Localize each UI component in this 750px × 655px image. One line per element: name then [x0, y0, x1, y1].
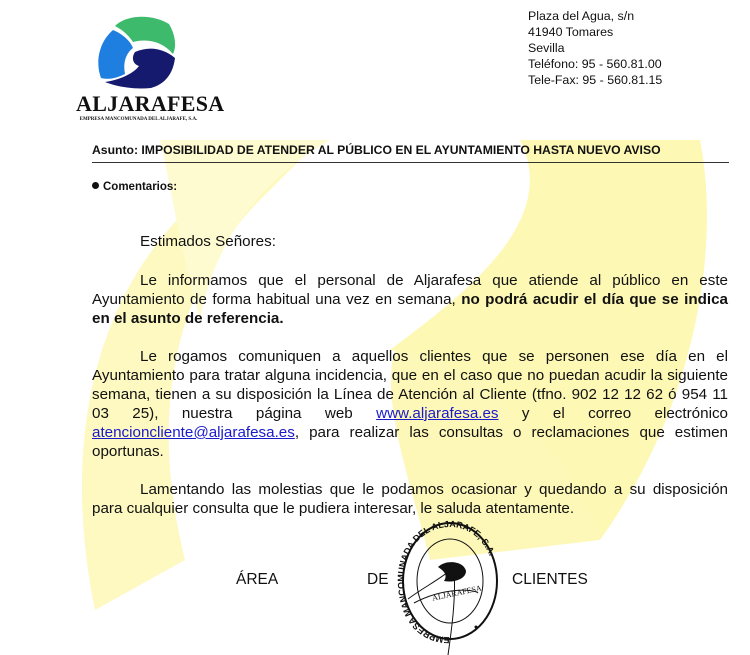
signature-word-area: ÁREA [236, 571, 279, 588]
address-block [528, 8, 662, 88]
paragraph-1 [92, 271, 728, 328]
website-link[interactable]: www.aljarafesa.es [376, 405, 499, 422]
paragraph-2-text-a: Le rogamos comuniquen a aquellos clientes que se personen ese día en el Ayuntamiento para tratar alguna incidencia, que en el caso que no puedan acudir la siguiente semana, tienen a su disposición la Línea de Atención al Cliente (tfno. 902 12 12 62 ó 954 11 03 25), nuestra página web [92, 348, 728, 422]
comments-heading [92, 181, 177, 193]
greeting: Estimados Señores: [140, 233, 276, 250]
address-line: Sevilla [528, 41, 565, 55]
address-line: Plaza del Agua, s/n [528, 9, 635, 23]
comments-label: Comentarios: [103, 181, 178, 193]
company-logo [76, 12, 225, 124]
address-line: 41940 Tomares [528, 25, 614, 39]
paragraph-1-bold: no podrá acudir el día que se indica en el asunto de referencia. [92, 291, 729, 327]
fax-line: Tele-Fax: 95 - 560.81.15 [528, 73, 663, 87]
bullet-icon [92, 182, 99, 189]
subject-text: IMPOSIBILIDAD DE ATENDER AL PÚBLICO EN EL AYUNTAMIENTO HASTA NUEVO AVISO [141, 143, 661, 157]
logo-wordmark: ALJARAFESA [76, 91, 225, 116]
subject-line [92, 143, 729, 163]
paragraph-2-text-b: y el correo electrónico [498, 405, 728, 422]
phone-line: Teléfono: 95 - 560.81.00 [528, 57, 662, 71]
svg-text:ALJARAFESA: ALJARAFESA [431, 583, 483, 603]
svg-text:EMPRESA MANCOMUNADA DEL ALJARA: EMPRESA MANCOMUNADA DEL ALJARAFE, S.A. [395, 518, 498, 646]
paragraph-2 [92, 347, 728, 461]
subject-label: Asunto: [92, 143, 139, 157]
signature-word-de: DE [367, 571, 389, 588]
signature-word-clientes: CLIENTES [512, 571, 588, 588]
paragraph-2-text-c: , para realizar las consultas o reclamaciones que estimen oportunas. [92, 424, 728, 460]
logo-subtitle: EMPRESA MANCOMUNADA DEL ALJARAFE, S.A. [79, 117, 198, 122]
email-link[interactable]: atencioncliente@aljarafesa.es [92, 424, 295, 441]
company-stamp-icon [394, 517, 506, 655]
paragraph-3: Lamentando las molestias que le podamos ocasionar y quedando a su disposición para cualquier consulta que le pudiera interesar, le saluda atentamente. [92, 481, 728, 517]
letter-body [92, 232, 728, 537]
aljarafesa-triangle-logo-icon [93, 12, 185, 90]
paragraph-1-text: Le informamos que el personal de Aljarafesa que atiende al público en este Ayuntamiento de forma habitual una vez en semana, [92, 272, 728, 308]
